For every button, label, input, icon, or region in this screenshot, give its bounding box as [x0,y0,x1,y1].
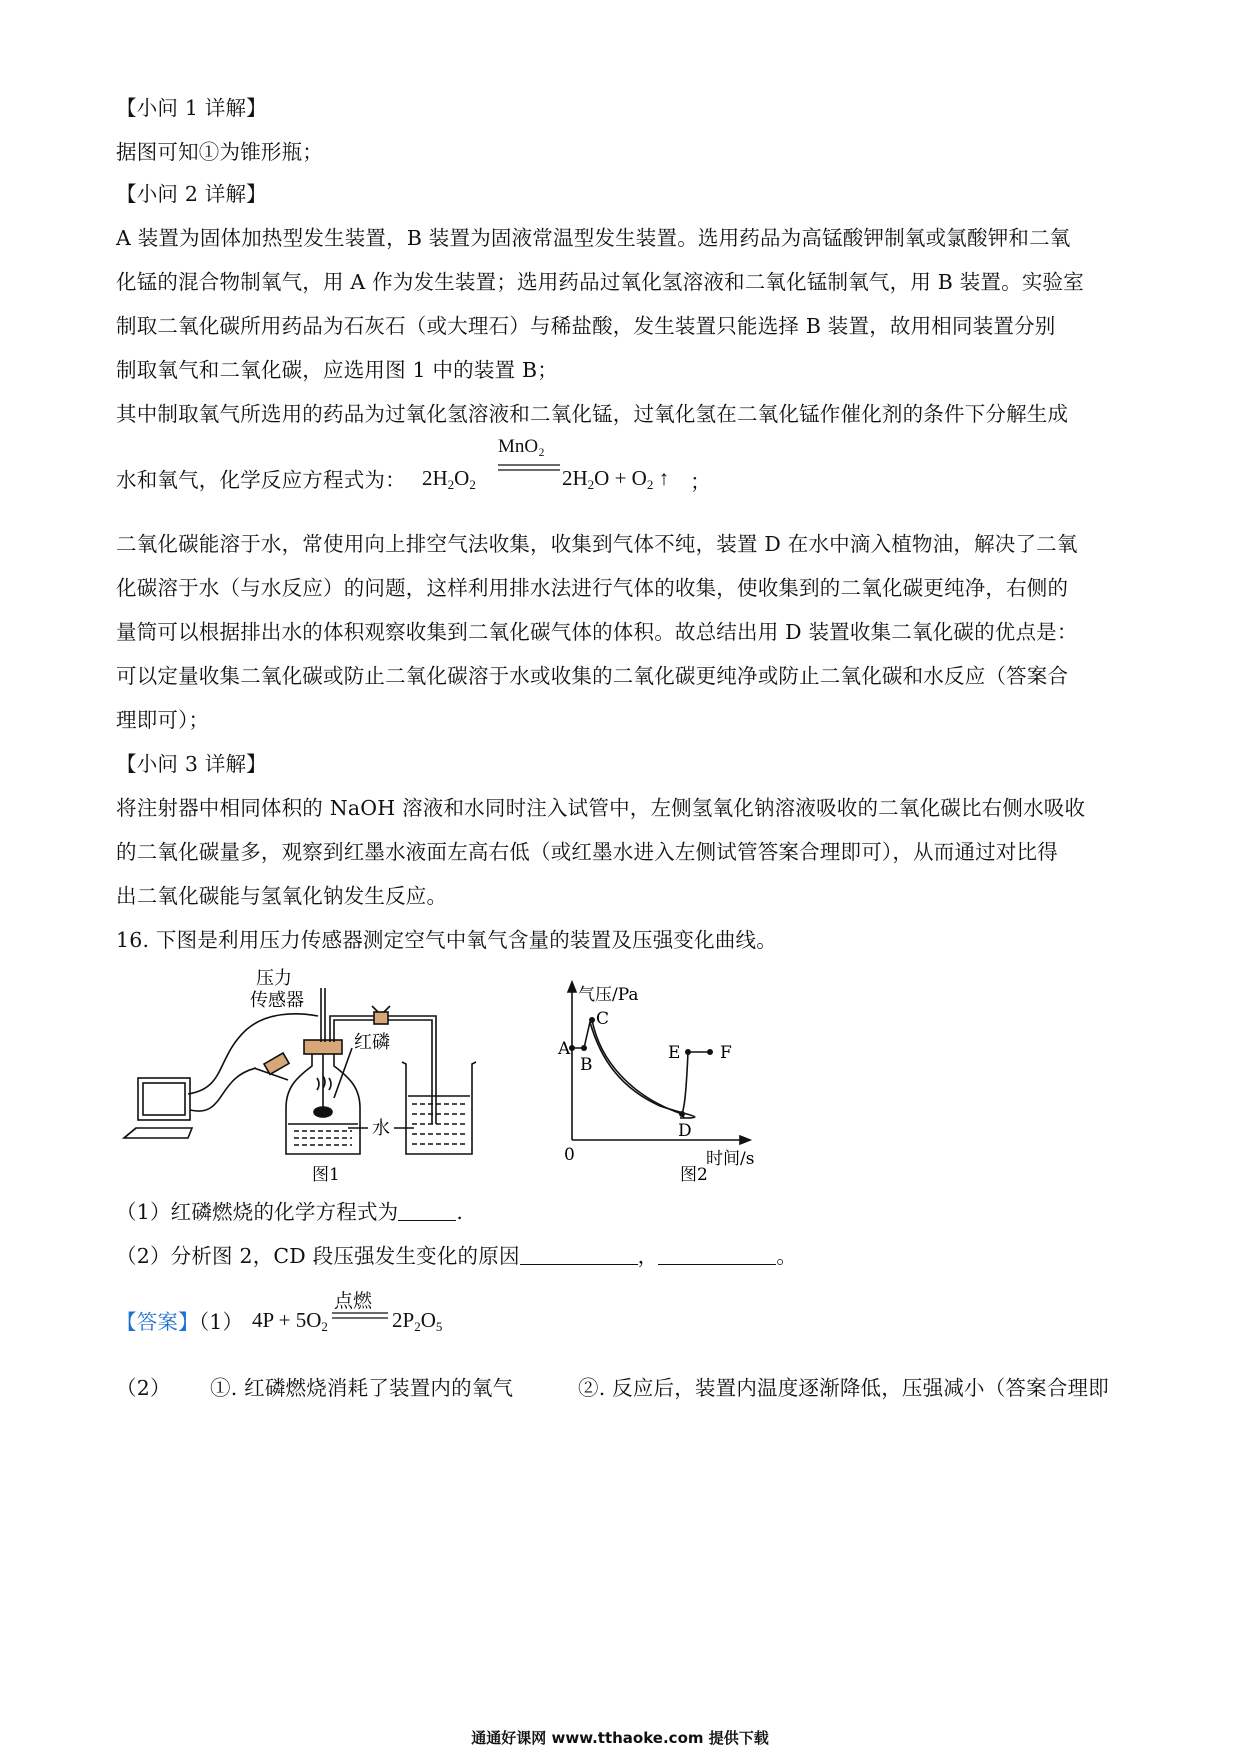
label-a: A [558,1039,571,1059]
origin-label: 0 [564,1145,575,1165]
figure1-apparatus [116,968,546,1186]
point-e [685,1049,691,1055]
label-pressure-2: 传感器 [250,990,304,1011]
figure2-pressure-curve [560,968,860,1186]
sub2-end: 。 [776,1244,798,1268]
label-water: 水 [372,1118,390,1139]
eq1-equals-sign [498,462,560,474]
sub1-end: . [456,1200,464,1224]
q3-heading: 【小问 3 详解】 [116,752,267,776]
figure1-caption: 图1 [312,1165,340,1185]
q1-heading: 【小问 1 详解】 [116,96,267,120]
sub2-comma: ， [637,1244,659,1268]
question-16-stem: 16. 下图是利用压力传感器测定空气中氧气含量的装置及压强变化曲线。 [116,928,777,952]
sub2-blank-1[interactable] [520,1244,638,1265]
question-16-sub1 [116,1198,1126,1226]
point-b [581,1045,587,1051]
eq1-tail: ； [690,470,711,494]
q2-paragraph1-line3: 制取二氧化碳所用药品为石灰石（或大理石）与稀盐酸，发生装置只能选择 B 装置，故用相同装置分别 [116,314,1056,338]
eq1-products: $2H_2O + O_2$ ↑ [562,466,670,492]
q1-text: 据图可知①为锥形瓶； [116,140,323,164]
q2-heading: 【小问 2 详解】 [116,182,267,206]
q2-paragraph1-line1: A 装置为固体加热型发生装置，B 装置为固液常温型发生装置。选用药品为高锰酸钾制氧或氯酸钾和二氧 [116,226,1071,250]
q2-paragraph3-line2: 化碳溶于水（与水反应）的问题，这样利用排水法进行气体的收集，使收集到的二氧化碳更纯净，右侧的 [116,576,1069,600]
answer-2-part2: ②. 反应后，装置内温度逐渐降低，压强减小（答案合理即 [578,1376,1109,1400]
q3-line2: 的二氧化碳量多，观察到红墨水液面左高右低（或红墨水进入左侧试管答案合理即可），从而通过对比得 [116,840,1058,864]
q2-paragraph1-line2: 化锰的混合物制氧气，用 A 作为发生装置；选用药品过氧化氢溶液和二氧化锰制氧气，用 B 装置。实验室 [116,270,1084,294]
q2-paragraph3-line3: 量筒可以根据排出水的体积观察收集到二氧化碳气体的体积。故总结出用 D 装置收集二氧化碳的优点是： [116,620,1078,644]
point-d [679,1111,685,1117]
sub1-blank[interactable] [398,1200,456,1221]
eq2-product: $2P_2O_5$ [392,1308,443,1334]
q2-paragraph2-line2: 水和氧气，化学反应方程式为： [116,468,406,492]
answer-2-part1: ①. 红磷燃烧消耗了装置内的氧气 [210,1376,514,1400]
answer-1-prefix: （1） [198,1310,244,1334]
point-f [707,1049,713,1055]
q2-paragraph3-line4: 可以定量收集二氧化碳或防止二氧化碳溶于水或收集的二氧化碳更纯净或防止二氧化碳和水反应（答案合 [116,664,1069,688]
sub2-text: （2）分析图 2，CD 段压强发生变化的原因 [116,1244,520,1268]
sub1-text: （1）红磷燃烧的化学方程式为 [116,1200,399,1224]
figure2-caption: 图2 [680,1165,708,1185]
sub2-blank-2[interactable] [658,1244,776,1265]
point-c [589,1017,595,1023]
label-d: D [678,1121,692,1141]
x-axis-label: 时间/s [706,1149,755,1169]
eq1-condition: MnO₂ [498,436,545,457]
eq2-equals-sign [332,1310,388,1322]
eq2-reactants: $4P + 5O_2$ [252,1308,328,1334]
label-e: E [668,1043,681,1063]
q2-paragraph3-line1: 二氧化碳能溶于水，常使用向上排空气法收集，收集到气体不纯，装置 D 在水中滴入植物油，解决了二氧 [116,532,1078,556]
footer-source: 通通好课网 www.tthaoke.com 提供下载 [471,1729,769,1747]
q2-paragraph2-line1: 其中制取氧气所选用的药品为过氧化氢溶液和二氧化锰，过氧化氢在二氧化锰作催化剂的条件下分解生成 [116,402,1069,426]
label-c: C [596,1009,610,1029]
label-red-phosphorus: 红磷 [354,1032,390,1053]
label-f: F [720,1043,732,1063]
q2-paragraph3-line5: 理即可）； [116,708,210,732]
q2-paragraph1-line4: 制取氧气和二氧化碳，应选用图 1 中的装置 B； [116,358,558,382]
question-16-sub2 [116,1242,1126,1270]
q3-line1: 将注射器中相同体积的 NaOH 溶液和水同时注入试管中，左侧氢氧化钠溶液吸收的二氧化碳比右侧水吸收 [116,796,1086,820]
laptop-screen [138,1078,190,1120]
eq1-reactant: $2H_2O_2$ [422,466,476,492]
label-b: B [580,1055,593,1075]
y-axis-label: 气压/Pa [578,985,639,1005]
answer-2-prefix: （2） [116,1376,171,1400]
answer-tag: 【答案】 [116,1310,199,1334]
label-pressure-1: 压力 [256,968,292,989]
eq2-condition: 点燃 [334,1291,373,1312]
q3-line3: 出二氧化碳能与氢氧化钠发生反应。 [116,884,448,908]
